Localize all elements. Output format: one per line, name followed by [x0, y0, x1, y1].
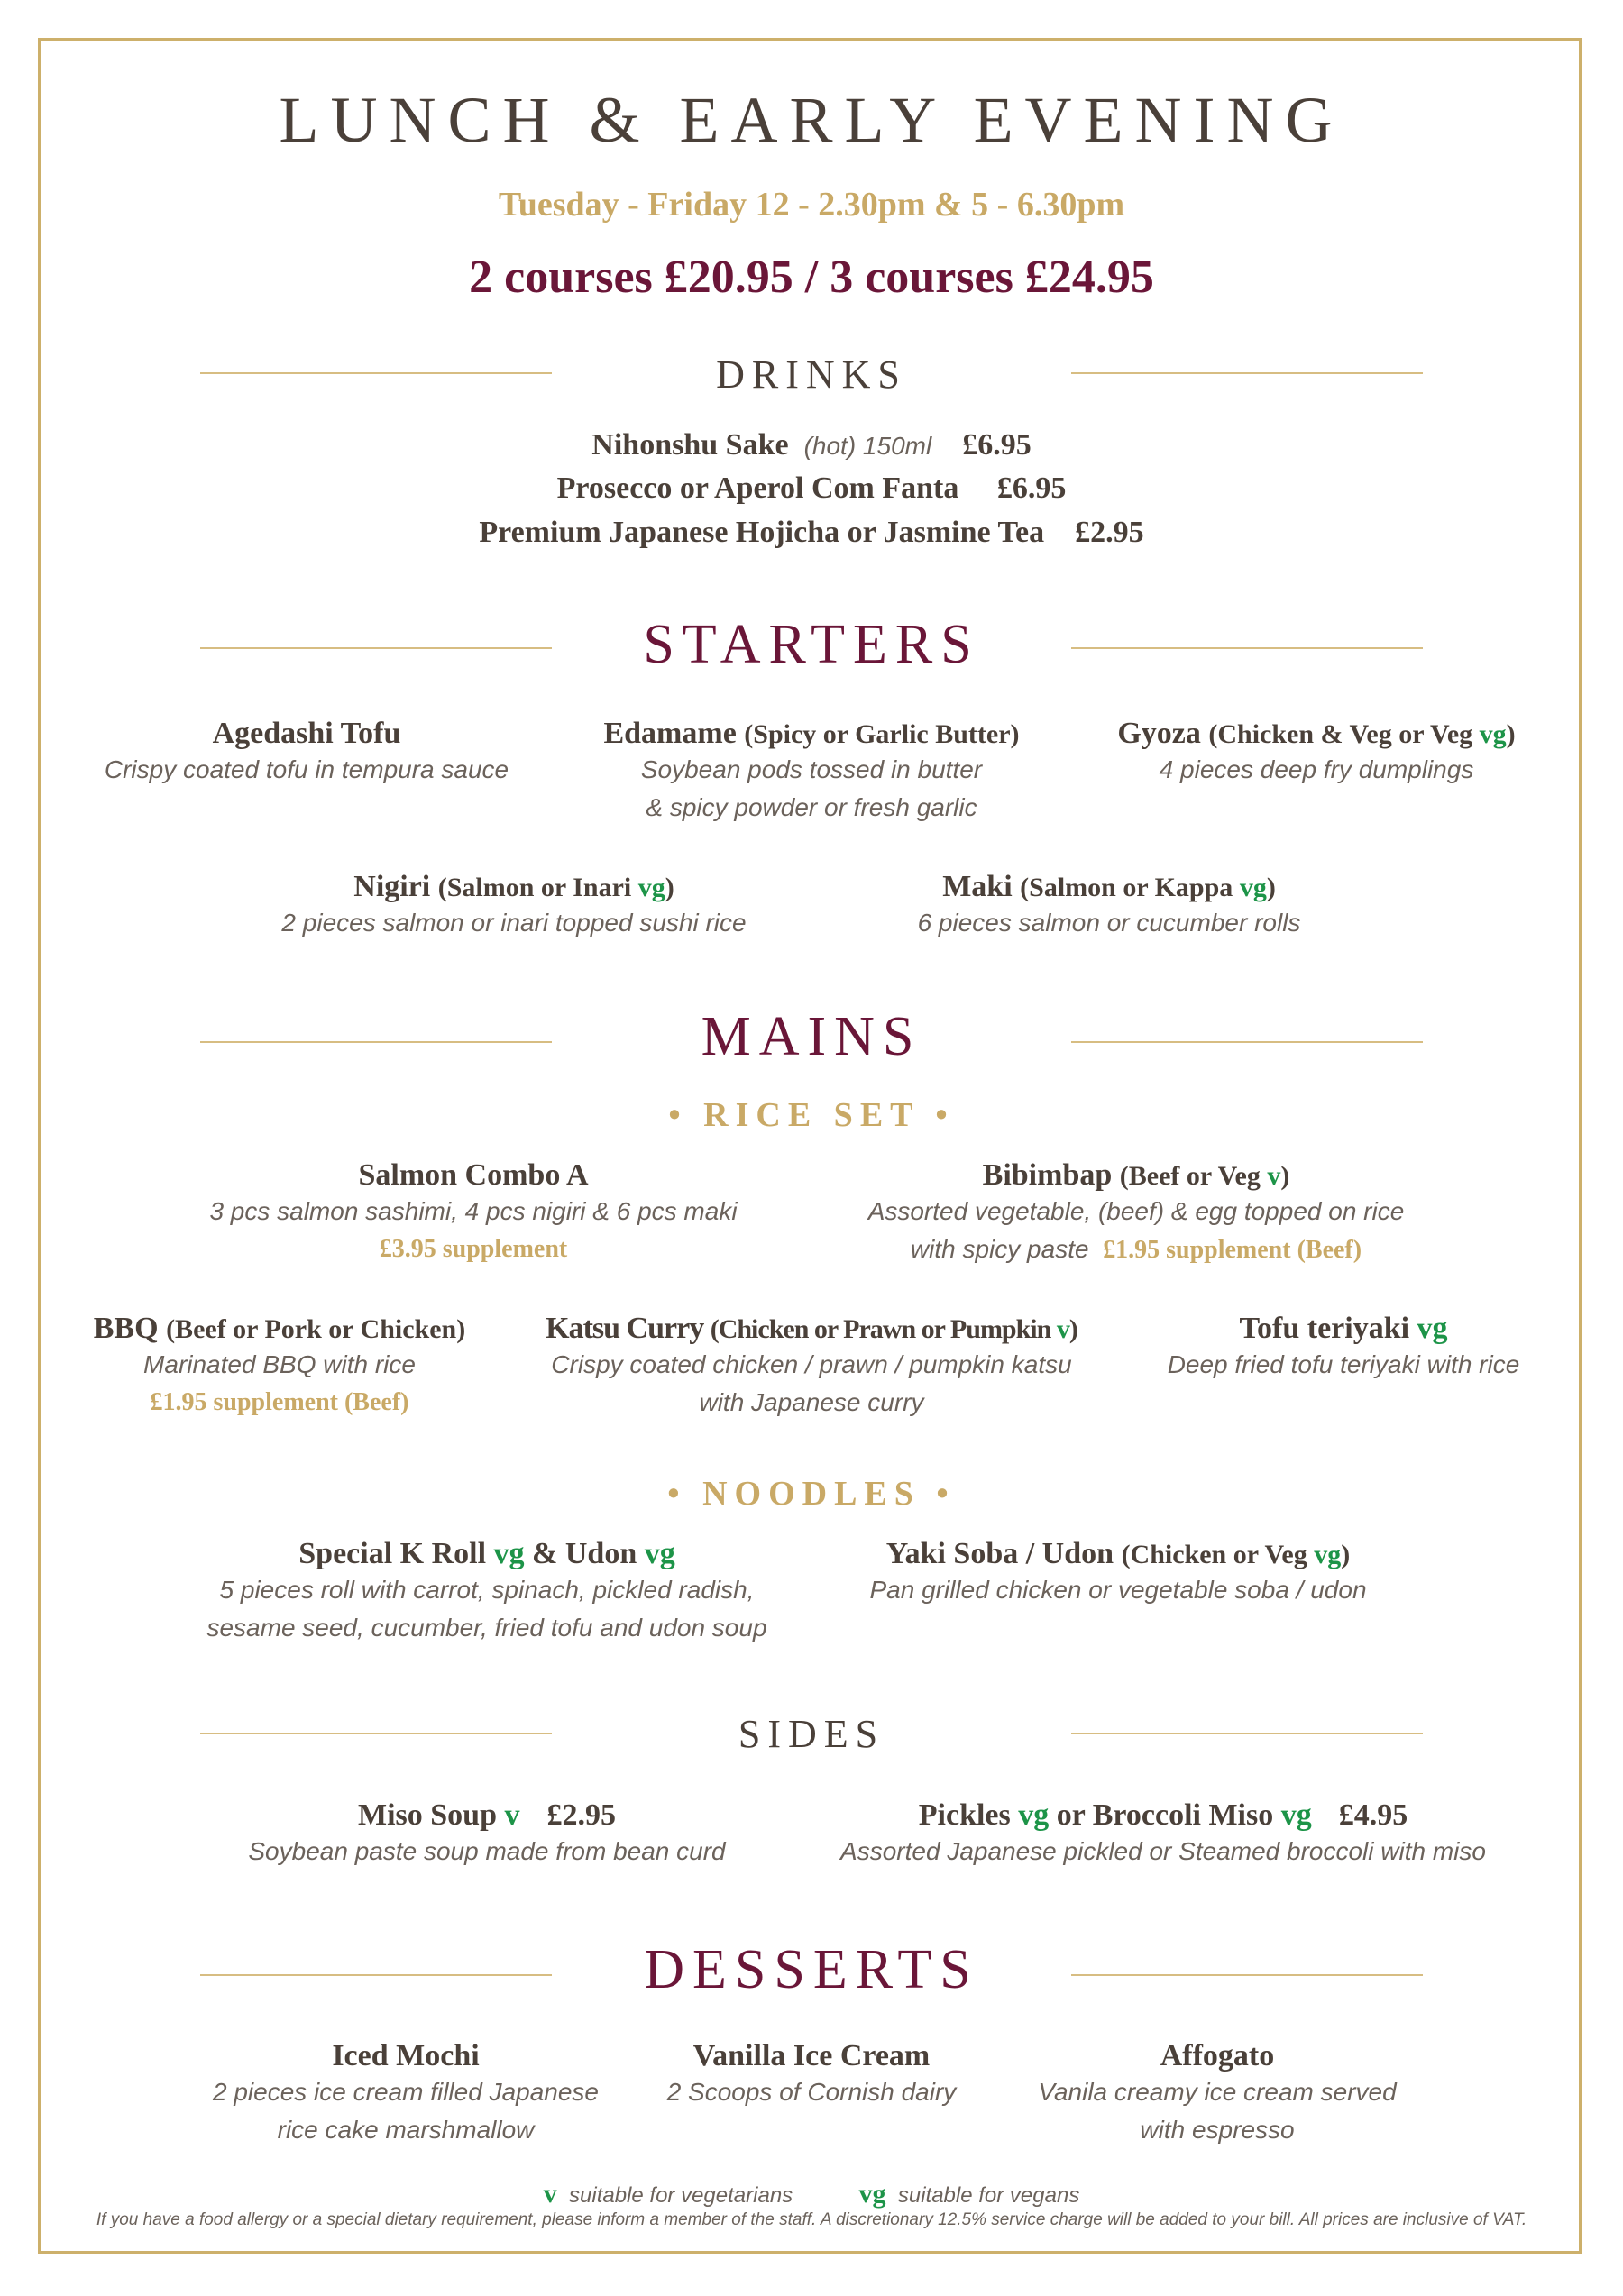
menu-item-maki	[839, 870, 1380, 942]
section-heading-mains: MAINS	[701, 1006, 922, 1067]
drink-price: £6.95	[962, 428, 1032, 462]
vegetarian-tag: v	[1267, 1161, 1281, 1191]
item-name: Agedashi Tofu	[212, 717, 401, 750]
section-heading-sides: SIDES	[738, 1712, 885, 1756]
drink-item	[0, 471, 1623, 506]
vegetarian-tag: v	[1056, 1314, 1069, 1344]
subheading-rice-set: • RICE SET •	[668, 1096, 955, 1134]
vegan-symbol: vg	[858, 2179, 886, 2209]
menu-item-gyoza	[1064, 717, 1569, 789]
vegan-tag: vg	[1314, 1540, 1342, 1569]
item-qualifier: (Salmon or Kappa	[1020, 873, 1240, 902]
item-name: Gyoza	[1117, 717, 1201, 750]
item-name: Affogato	[1160, 2039, 1275, 2072]
supplement-note: £1.95 supplement (Beef)	[150, 1388, 409, 1416]
menu-item-pickles	[812, 1798, 1515, 1871]
drink-name: Prosecco or Aperol Com Fanta	[556, 471, 959, 505]
section-heading-starters: STARTERS	[643, 614, 980, 675]
supplement-note: £3.95 supplement	[379, 1235, 568, 1263]
item-name: Yaki Soba / Udon	[885, 1537, 1114, 1570]
course-pricing: 2 courses £20.95 / 3 courses £24.95	[469, 252, 1154, 303]
menu-item-katsu-curry	[505, 1312, 1118, 1422]
item-qualifier: (Salmon or Inari	[437, 873, 638, 902]
section-heading-desserts: DESSERTS	[644, 1939, 979, 2000]
supplement-note: £1.95 supplement (Beef)	[1103, 1236, 1362, 1264]
vegan-tag: vg	[493, 1537, 525, 1570]
item-desc: sesame seed, cucumber, fried tofu and udon soup	[206, 1614, 767, 1642]
item-name: Vanilla Ice Cream	[692, 2039, 931, 2072]
menu-item-miso-soup	[180, 1798, 793, 1871]
item-qualifier: )	[1341, 1540, 1351, 1569]
dietary-legend	[0, 2179, 1623, 2209]
item-desc: 2 pieces salmon or inari topped sushi rice	[281, 909, 747, 937]
drink-price: £2.95	[1075, 516, 1144, 549]
item-qualifier: (Chicken or Veg	[1121, 1540, 1315, 1569]
menu-item-agedashi	[72, 717, 541, 789]
item-price: £2.95	[546, 1798, 616, 1832]
menu-item-yaki-soba	[812, 1537, 1425, 1609]
legend-text: suitable for vegans	[897, 2183, 1080, 2208]
menu-item-vanilla-ice-cream	[577, 2039, 1046, 2111]
vegan-tag: vg	[637, 873, 665, 902]
item-desc: & spicy powder or fresh garlic	[646, 793, 977, 821]
item-name: Bibimbap	[982, 1158, 1113, 1192]
item-qualifier: )	[1506, 719, 1516, 749]
section-heading-drinks: DRINKS	[716, 352, 907, 397]
item-desc: with spicy paste	[910, 1235, 1089, 1263]
menu-item-salmon-combo	[176, 1158, 771, 1268]
drink-price: £6.95	[996, 471, 1067, 505]
item-name: Edamame	[603, 717, 737, 750]
subheading-noodles: • NOODLES •	[667, 1475, 956, 1513]
allergy-footer: If you have a food allergy or a special dietary requirement, please inform a member of the staff. A discretionary 12.5% service charge will be added to your bill. All prices are inclusive of VAT.	[96, 2210, 1527, 2229]
item-price: £4.95	[1338, 1798, 1408, 1832]
item-qualifier: )	[1280, 1161, 1290, 1191]
item-desc: 2 Scoops of Cornish dairy	[666, 2078, 957, 2106]
item-name: & Udon	[524, 1537, 645, 1570]
item-qualifier: )	[665, 873, 674, 902]
item-desc: rice cake marshmallow	[277, 2116, 535, 2144]
item-name: Katsu Curry	[546, 1312, 704, 1345]
item-qualifier: (Beef or Veg	[1119, 1161, 1268, 1191]
item-desc: Crispy coated tofu in tempura sauce	[104, 755, 509, 783]
item-desc: with espresso	[1140, 2116, 1295, 2144]
item-name: Pickles	[918, 1798, 1019, 1832]
item-name: Special K Roll	[298, 1537, 494, 1570]
item-name: Miso Soup	[358, 1798, 497, 1832]
menu-item-iced-mochi	[171, 2039, 640, 2149]
menu-item-edamame	[541, 717, 1082, 827]
item-name: BBQ	[93, 1312, 159, 1345]
menu-item-nigiri	[243, 870, 784, 942]
item-desc: Soybean paste soup made from bean curd	[248, 1837, 726, 1865]
drink-name: Premium Japanese Hojicha or Jasmine Tea	[479, 516, 1045, 549]
item-qualifier: )	[1068, 1314, 1077, 1344]
menu-item-affogato	[983, 2039, 1452, 2149]
item-desc: Assorted Japanese pickled or Steamed broccoli with miso	[840, 1837, 1486, 1865]
item-qualifier: (Spicy or Garlic Butter)	[744, 719, 1020, 749]
item-qualifier: (Beef or Pork or Chicken)	[166, 1314, 466, 1344]
item-qualifier: (Chicken or Prawn or Pumpkin	[710, 1314, 1057, 1344]
vegan-tag: vg	[1018, 1798, 1050, 1832]
item-name: Tofu teriyaki	[1239, 1312, 1410, 1345]
item-desc: 5 pieces roll with carrot, spinach, pickled radish,	[219, 1576, 755, 1604]
item-qualifier: (Chicken & Veg or Veg	[1208, 719, 1480, 749]
legend-text: suitable for vegetarians	[569, 2183, 793, 2208]
item-desc: with Japanese curry	[699, 1388, 924, 1416]
item-name: or Broccoli Miso	[1049, 1798, 1281, 1832]
vegan-tag: vg	[644, 1537, 675, 1570]
item-desc: Pan grilled chicken or vegetable soba / udon	[869, 1576, 1367, 1604]
item-name: Salmon Combo A	[358, 1158, 589, 1192]
vegetarian-symbol: v	[543, 2179, 557, 2209]
menu-title: LUNCH & EARLY EVENING	[279, 84, 1344, 156]
vegan-tag: vg	[1479, 719, 1507, 749]
item-desc: Crispy coated chicken / prawn / pumpkin katsu	[551, 1350, 1072, 1378]
drink-name: Nihonshu Sake	[591, 428, 789, 462]
opening-times: Tuesday - Friday 12 - 2.30pm & 5 - 6.30pm	[498, 186, 1125, 224]
item-name: Maki	[942, 870, 1013, 903]
item-desc: 6 pieces salmon or cucumber rolls	[917, 909, 1301, 937]
menu-item-bibimbap	[839, 1158, 1434, 1269]
vegan-tag: vg	[1417, 1312, 1448, 1345]
item-desc: Deep fried tofu teriyaki with rice	[1167, 1350, 1520, 1378]
vegan-tag: vg	[1239, 873, 1267, 902]
item-desc: Vanila creamy ice cream served	[1038, 2078, 1397, 2106]
menu-item-tofu-teriyaki	[1127, 1312, 1560, 1384]
vegan-tag: vg	[1280, 1798, 1312, 1832]
item-desc: Soybean pods tossed in butter	[640, 755, 983, 783]
item-name: Nigiri	[353, 870, 431, 903]
item-name: Iced Mochi	[332, 2039, 480, 2072]
item-desc: 2 pieces ice cream filled Japanese	[212, 2078, 599, 2106]
item-desc: Assorted vegetable, (beef) & egg topped on rice	[867, 1197, 1405, 1225]
vegetarian-tag: v	[504, 1798, 520, 1832]
drink-note: (hot) 150ml	[803, 432, 932, 460]
item-desc: 3 pcs salmon sashimi, 4 pcs nigiri & 6 pcs maki	[209, 1197, 738, 1225]
item-desc: 4 pieces deep fry dumplings	[1159, 755, 1474, 783]
drink-item	[0, 516, 1623, 550]
item-desc: Marinated BBQ with rice	[143, 1350, 416, 1378]
menu-item-special-k-roll	[180, 1537, 793, 1647]
item-qualifier: )	[1266, 873, 1276, 902]
drink-item	[0, 428, 1623, 462]
menu-item-bbq	[54, 1312, 505, 1422]
